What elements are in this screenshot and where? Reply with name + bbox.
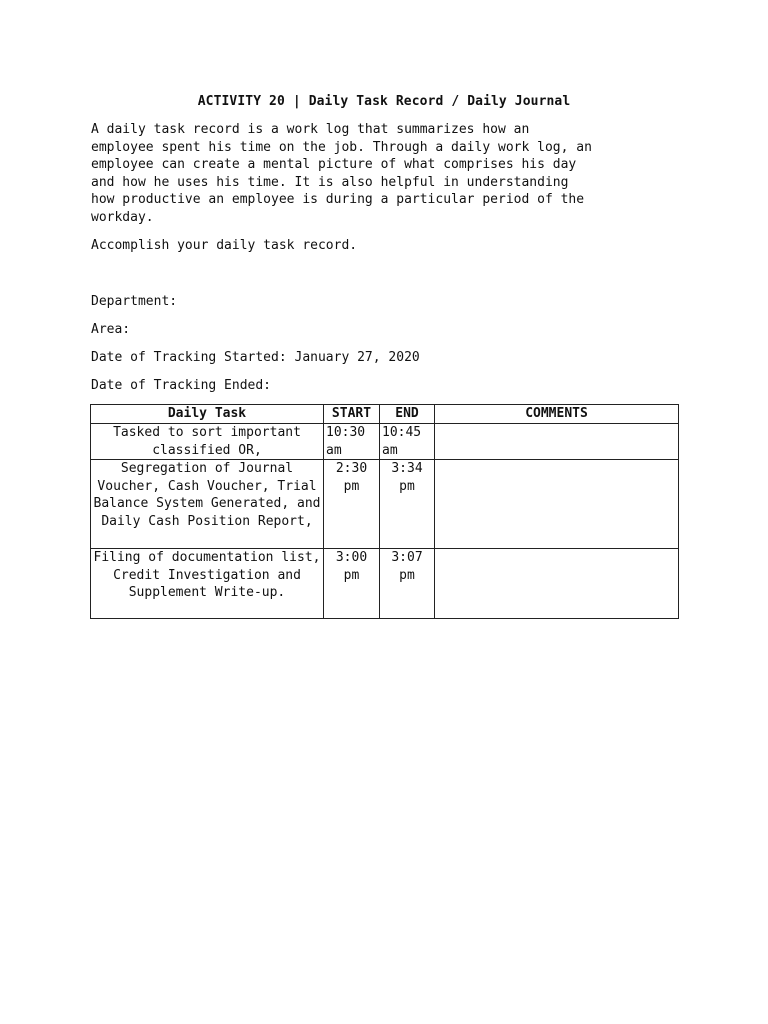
- intro-paragraph: A daily task record is a work log that summarizes how an employee spent his time on the job. Through a daily work log, an employee can create a mental picture of what comprises his day and how he uses his time. It is also helpful in understanding how productive an employee is during a particular period of the workday.: [91, 122, 592, 225]
- task-cell: Filing of documentation list, Credit Investigation and Supplement Write-up.: [91, 549, 324, 619]
- instruction-text: Accomplish your daily task record.: [91, 238, 358, 253]
- start-cell: 10:30 am: [324, 424, 380, 460]
- department-field: Department:: [91, 294, 178, 309]
- start-cell: 2:30 pm: [324, 460, 380, 549]
- start-cell: 3:00 pm: [324, 549, 380, 619]
- task-cell: Tasked to sort important classified OR,: [91, 424, 324, 460]
- daily-task-table: [90, 404, 679, 619]
- comments-cell: [435, 549, 679, 619]
- area-field: Area:: [91, 322, 131, 337]
- document-title: ACTIVITY 20 | Daily Task Record / Daily Journal: [197, 94, 571, 109]
- comments-cell: [435, 460, 679, 549]
- date-started-field: Date of Tracking Started: January 27, 2020: [91, 350, 420, 365]
- end-cell: 3:07 pm: [380, 549, 435, 619]
- table-row: [91, 460, 679, 549]
- table-row: [91, 549, 679, 619]
- header-start: START: [324, 405, 380, 424]
- table-row: [91, 424, 679, 460]
- header-daily-task: Daily Task: [91, 405, 324, 424]
- date-ended-field: Date of Tracking Ended:: [91, 378, 272, 393]
- comments-cell: [435, 424, 679, 460]
- table-header-row: [91, 405, 679, 424]
- end-cell: 3:34 pm: [380, 460, 435, 549]
- task-cell: Segregation of Journal Voucher, Cash Voucher, Trial Balance System Generated, and Daily Cash Position Report,: [91, 460, 324, 549]
- header-end: END: [380, 405, 435, 424]
- header-comments: COMMENTS: [435, 405, 679, 424]
- end-cell: 10:45 am: [380, 424, 435, 460]
